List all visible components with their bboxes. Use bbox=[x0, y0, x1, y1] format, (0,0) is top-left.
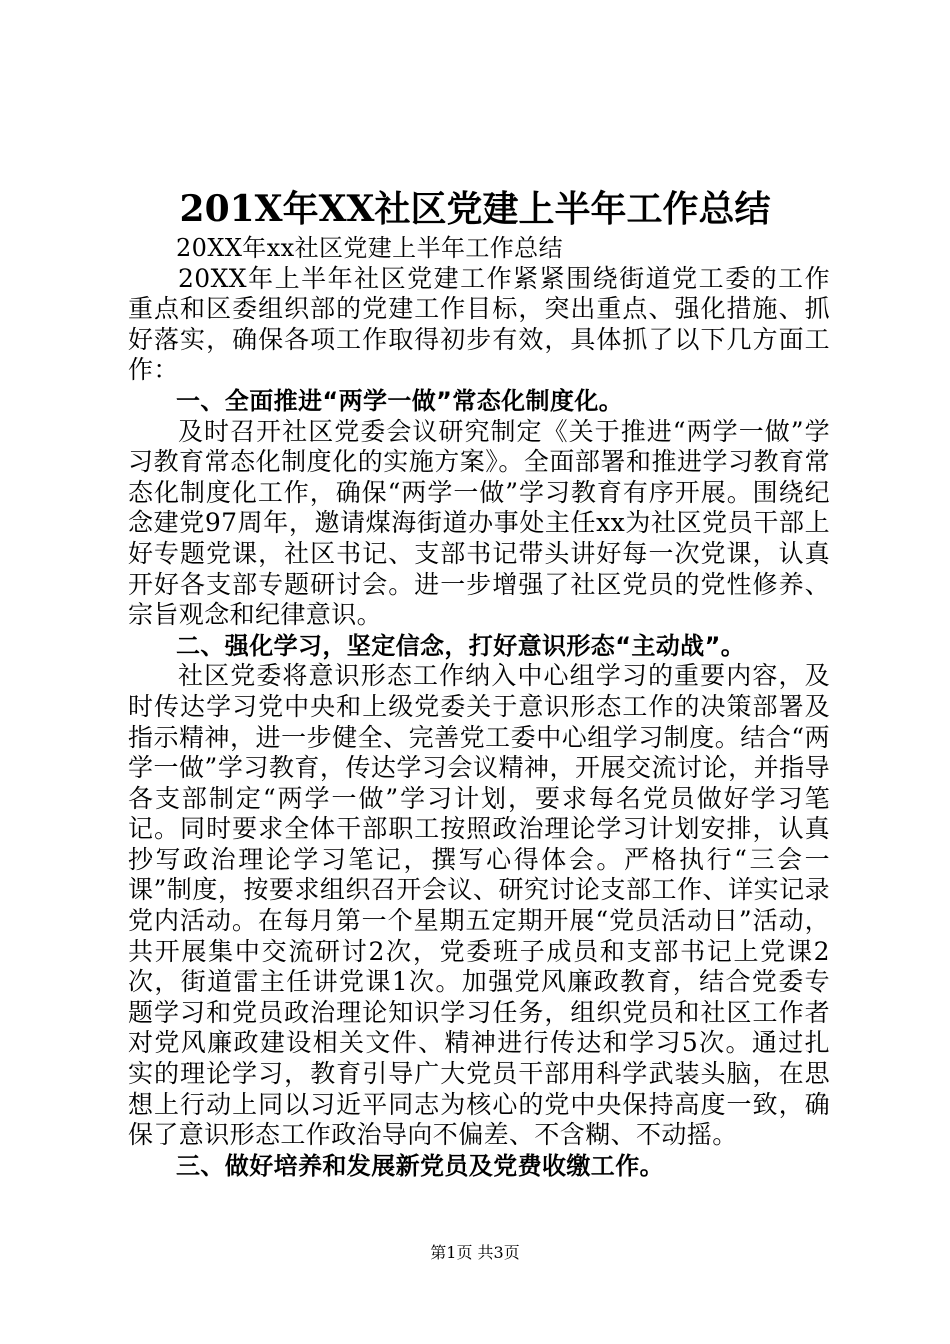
section-body-1: 及时召开社区党委会议研究制定《关于推进“两学一做”学习教育常态化制度化的实施方案》。全面部署和推进学习教育常态化制度化工作，确保“两学一做”学习教育有序开展。围绕纪念建党97周年，邀请煤海街道办事处主任xx为社区党员干部上好专题党课，社区书记、支部书记带头讲好每一次党课，认真开好各支部专题研讨会。进一步增强了社区党员的党性修养、宗旨观念和纪律意识。 bbox=[128, 416, 830, 630]
document-body bbox=[128, 233, 830, 1181]
document-subtitle: 20XX年xx社区党建上半年工作总结 bbox=[176, 234, 563, 262]
section-heading-3: 三、做好培养和发展新党员及党费收缴工作。 bbox=[176, 1151, 664, 1180]
section-body-2: 社区党委将意识形态工作纳入中心组学习的重要内容，及时传达学习党中央和上级党委关于意识形态工作的决策部署及指示精神，进一步健全、完善党工委中心组学习制度。结合“两学一做”学习教育，传达学习会议精神，开展交流讨论，并指导各支部制定“两学一做”学习计划，要求每名党员做好学习笔记。同时要求全体干部职工按照政治理论学习计划安排，认真抄写政治理论学习笔记，撰写心得体会。严格执行“三会一课”制度，按要求组织召开会议、研究讨论支部工作、详实记录党内活动。在每月第一个星期五定期开展“党员活动日”活动，共开展集中交流研讨2次，党委班子成员和支部书记上党课2次，街道雷主任讲党课1次。加强党风廉政教育，结合党委专题学习和党员政治理论知识学习任务，组织党员和社区工作者对党风廉政建设相关文件、精神进行传达和学习5次。通过扎实的理论学习，教育引导广大党员干部用科学武装头脑，在思想上行动上同以习近平同志为核心的党中央保持高度一致，确保了意识形态工作政治导向不偏差、不含糊、不动摇。 bbox=[128, 661, 830, 1150]
document-title: 201X年XX社区党建上半年工作总结 bbox=[179, 188, 771, 230]
page-footer: 第1页 共3页 bbox=[430, 1243, 520, 1262]
section-heading-1: 一、全面推进“两学一做”常态化制度化。 bbox=[176, 386, 624, 415]
intro-paragraph: 20XX年上半年社区党建工作紧紧围绕街道党工委的工作重点和区委组织部的党建工作目标，突出重点、强化措施、抓好落实，确保各项工作取得初步有效，具体抓了以下几方面工作： bbox=[128, 263, 830, 385]
section-heading-2: 二、强化学习，坚定信念，打好意识形态“主动战”。 bbox=[176, 631, 746, 660]
